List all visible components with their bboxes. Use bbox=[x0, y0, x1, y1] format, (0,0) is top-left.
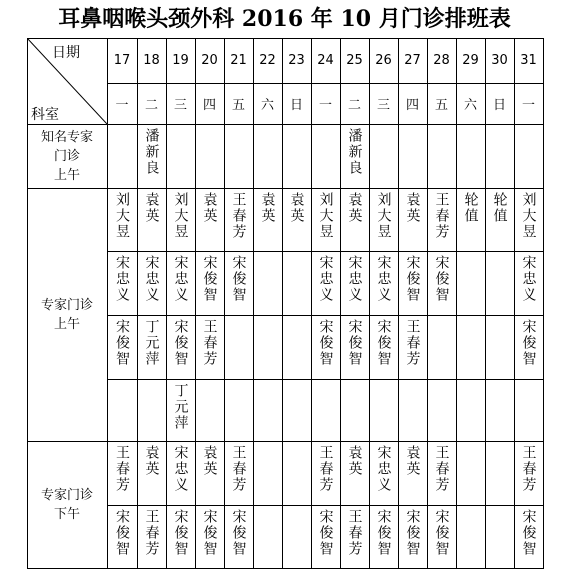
weekday-cell bbox=[456, 83, 485, 124]
doctor-cell bbox=[311, 441, 340, 505]
doctor-cell-text: 袁英 bbox=[201, 445, 218, 477]
doctor-cell-text: 宋俊智 bbox=[520, 509, 537, 557]
doctor-cell bbox=[427, 441, 456, 505]
weekday-cell bbox=[282, 83, 311, 124]
doctor-cell bbox=[224, 441, 253, 505]
doctor-cell bbox=[224, 315, 253, 379]
date-cell bbox=[195, 38, 224, 83]
doctor-cell bbox=[398, 188, 427, 251]
weekday-cell bbox=[195, 83, 224, 124]
date-cell-text: 21 bbox=[230, 53, 247, 68]
weekday-cell-text: 五 bbox=[231, 98, 245, 113]
doctor-cell-text: 潘新良 bbox=[346, 128, 363, 176]
weekday-cell bbox=[224, 83, 253, 124]
doctor-cell bbox=[340, 251, 369, 315]
doctor-cell-text: 宋俊智 bbox=[172, 319, 189, 367]
doctor-cell bbox=[456, 379, 485, 441]
doctor-cell bbox=[514, 505, 543, 568]
doctor-cell bbox=[107, 188, 137, 251]
weekday-cell bbox=[340, 83, 369, 124]
date-cell bbox=[137, 38, 166, 83]
section-label-text: 专家门诊 上午 bbox=[40, 297, 93, 332]
date-cell bbox=[224, 38, 253, 83]
doctor-cell-text: 宋忠义 bbox=[375, 445, 392, 493]
doctor-cell bbox=[369, 441, 398, 505]
table-border-right bbox=[543, 38, 544, 569]
doctor-cell bbox=[137, 441, 166, 505]
doctor-cell bbox=[485, 188, 514, 251]
doctor-cell bbox=[456, 315, 485, 379]
doctor-cell bbox=[282, 251, 311, 315]
doctor-cell-text: 王春芳 bbox=[404, 319, 421, 367]
doctor-cell bbox=[369, 251, 398, 315]
date-cell bbox=[311, 38, 340, 83]
doctor-cell-text: 袁英 bbox=[143, 445, 160, 477]
section-label bbox=[27, 124, 107, 188]
doctor-cell-text: 宋俊智 bbox=[317, 509, 334, 557]
weekday-cell-text: 四 bbox=[202, 98, 216, 113]
doctor-cell-text: 宋俊智 bbox=[201, 509, 218, 557]
doctor-cell bbox=[195, 315, 224, 379]
doctor-cell-text: 宋俊智 bbox=[433, 509, 450, 557]
doctor-cell bbox=[311, 505, 340, 568]
doctor-cell-text: 宋俊智 bbox=[375, 509, 392, 557]
date-cell bbox=[398, 38, 427, 83]
date-cell-text: 25 bbox=[346, 53, 363, 68]
doctor-cell bbox=[282, 379, 311, 441]
doctor-cell bbox=[311, 315, 340, 379]
doctor-cell-text: 宋俊智 bbox=[172, 509, 189, 557]
date-cell bbox=[253, 38, 282, 83]
doctor-cell-text: 袁英 bbox=[346, 445, 363, 477]
doctor-cell-text: 袁英 bbox=[346, 192, 363, 224]
doctor-cell-text: 王春芳 bbox=[230, 445, 247, 493]
section-label-text: 知名专家 门诊 上午 bbox=[40, 129, 93, 183]
doctor-cell bbox=[514, 188, 543, 251]
date-cell-text: 30 bbox=[491, 53, 508, 68]
doctor-cell bbox=[456, 251, 485, 315]
doctor-cell-text: 宋俊智 bbox=[520, 319, 537, 367]
date-cell-text: 17 bbox=[113, 53, 131, 68]
weekday-cell-text: 六 bbox=[463, 98, 477, 113]
date-cell bbox=[107, 38, 137, 83]
date-cell-text: 27 bbox=[404, 53, 421, 68]
doctor-cell-text: 潘新良 bbox=[143, 128, 160, 176]
doctor-cell-text: 王春芳 bbox=[433, 445, 450, 493]
doctor-cell bbox=[282, 505, 311, 568]
doctor-cell bbox=[427, 124, 456, 188]
date-cell bbox=[427, 38, 456, 83]
date-cell bbox=[514, 38, 543, 83]
doctor-cell-text: 王春芳 bbox=[114, 445, 130, 493]
date-cell-text: 31 bbox=[520, 53, 537, 68]
doctor-cell bbox=[195, 124, 224, 188]
doctor-cell bbox=[166, 315, 195, 379]
weekday-cell-text: 一 bbox=[115, 98, 129, 113]
weekday-cell-text: 一 bbox=[318, 98, 332, 113]
doctor-cell-text: 宋俊智 bbox=[404, 255, 421, 303]
page-title: 耳鼻咽喉头颈外科 2016 年 10 月门诊排班表 bbox=[58, 6, 511, 32]
date-cell-text: 18 bbox=[143, 53, 160, 68]
doctor-cell-text: 宋忠义 bbox=[172, 445, 189, 493]
doctor-cell-text: 宋忠义 bbox=[520, 255, 537, 303]
doctor-cell bbox=[137, 188, 166, 251]
doctor-cell-text: 袁英 bbox=[288, 192, 305, 224]
doctor-cell bbox=[137, 379, 166, 441]
doctor-cell-text: 王春芳 bbox=[201, 319, 218, 367]
date-cell-text: 29 bbox=[462, 53, 479, 68]
weekday-cell-text: 二 bbox=[347, 98, 361, 113]
date-cell bbox=[456, 38, 485, 83]
doctor-cell bbox=[166, 124, 195, 188]
doctor-cell-text: 刘大昱 bbox=[375, 192, 392, 240]
doctor-cell-text: 王春芳 bbox=[317, 445, 334, 493]
doctor-cell bbox=[282, 188, 311, 251]
table-border-bottom bbox=[27, 568, 544, 569]
doctor-cell bbox=[456, 124, 485, 188]
doctor-cell bbox=[485, 441, 514, 505]
doctor-cell bbox=[398, 315, 427, 379]
doctor-cell bbox=[166, 188, 195, 251]
date-cell-text: 28 bbox=[433, 53, 450, 68]
header-dept-label: 科室 bbox=[31, 107, 59, 123]
doctor-cell-text: 袁英 bbox=[404, 445, 421, 477]
weekday-cell bbox=[427, 83, 456, 124]
doctor-cell bbox=[369, 188, 398, 251]
doctor-cell bbox=[166, 505, 195, 568]
doctor-cell bbox=[253, 315, 282, 379]
doctor-cell bbox=[195, 505, 224, 568]
doctor-cell-text: 刘大昱 bbox=[317, 192, 334, 240]
doctor-cell bbox=[514, 379, 543, 441]
doctor-cell bbox=[369, 124, 398, 188]
doctor-cell-text: 刘大昱 bbox=[114, 192, 130, 240]
date-cell bbox=[166, 38, 195, 83]
doctor-cell bbox=[166, 379, 195, 441]
doctor-cell bbox=[456, 441, 485, 505]
weekday-cell bbox=[137, 83, 166, 124]
doctor-cell bbox=[427, 505, 456, 568]
doctor-cell bbox=[340, 441, 369, 505]
doctor-cell-text: 宋俊智 bbox=[375, 319, 392, 367]
weekday-cell-text: 二 bbox=[144, 98, 158, 113]
date-cell-text: 19 bbox=[172, 53, 189, 68]
doctor-cell-text: 刘大昱 bbox=[520, 192, 537, 240]
doctor-cell-text: 宋俊智 bbox=[433, 255, 450, 303]
doctor-cell bbox=[427, 379, 456, 441]
doctor-cell bbox=[166, 441, 195, 505]
doctor-cell bbox=[485, 379, 514, 441]
doctor-cell-text: 刘大昱 bbox=[172, 192, 189, 240]
doctor-cell bbox=[253, 251, 282, 315]
section-label bbox=[27, 188, 107, 441]
weekday-cell-text: 日 bbox=[289, 98, 303, 113]
header-date-label: 日期 bbox=[52, 45, 80, 61]
date-cell bbox=[340, 38, 369, 83]
date-cell-text: 26 bbox=[375, 53, 392, 68]
doctor-cell bbox=[456, 505, 485, 568]
section-label bbox=[27, 441, 107, 568]
date-cell-text: 24 bbox=[317, 53, 334, 68]
doctor-cell-text: 轮值 bbox=[462, 192, 479, 224]
date-cell-text: 23 bbox=[288, 53, 305, 68]
doctor-cell-text: 宋忠义 bbox=[114, 255, 130, 303]
doctor-cell bbox=[253, 124, 282, 188]
doctor-cell bbox=[253, 505, 282, 568]
weekday-cell-text: 四 bbox=[405, 98, 419, 113]
doctor-cell bbox=[398, 379, 427, 441]
doctor-cell-text: 宋俊智 bbox=[230, 255, 247, 303]
doctor-cell bbox=[311, 124, 340, 188]
doctor-cell bbox=[514, 315, 543, 379]
doctor-cell-text: 宋俊智 bbox=[114, 319, 130, 367]
doctor-cell-text: 宋俊智 bbox=[317, 319, 334, 367]
doctor-cell bbox=[166, 251, 195, 315]
doctor-cell bbox=[340, 315, 369, 379]
doctor-cell bbox=[514, 251, 543, 315]
weekday-cell-text: 三 bbox=[173, 98, 187, 113]
doctor-cell bbox=[282, 315, 311, 379]
doctor-cell-text: 丁元萍 bbox=[143, 319, 160, 367]
doctor-cell-text: 袁英 bbox=[143, 192, 160, 224]
doctor-cell bbox=[340, 379, 369, 441]
date-cell-text: 22 bbox=[259, 53, 276, 68]
doctor-cell-text: 宋俊智 bbox=[201, 255, 218, 303]
doctor-cell-text: 宋忠义 bbox=[317, 255, 334, 303]
doctor-cell-text: 宋俊智 bbox=[346, 319, 363, 367]
doctor-cell bbox=[340, 188, 369, 251]
doctor-cell bbox=[224, 251, 253, 315]
weekday-cell bbox=[107, 83, 137, 124]
doctor-cell bbox=[107, 315, 137, 379]
doctor-cell bbox=[485, 315, 514, 379]
doctor-cell bbox=[311, 188, 340, 251]
doctor-cell bbox=[485, 124, 514, 188]
doctor-cell bbox=[195, 251, 224, 315]
doctor-cell-text: 王春芳 bbox=[520, 445, 537, 493]
doctor-cell-text: 宋忠义 bbox=[172, 255, 189, 303]
doctor-cell bbox=[427, 315, 456, 379]
weekday-cell bbox=[514, 83, 543, 124]
doctor-cell-text: 宋俊智 bbox=[404, 509, 421, 557]
weekday-cell bbox=[311, 83, 340, 124]
doctor-cell bbox=[137, 251, 166, 315]
doctor-cell bbox=[224, 124, 253, 188]
date-cell-text: 20 bbox=[201, 53, 218, 68]
doctor-cell-text: 王春芳 bbox=[433, 192, 450, 240]
doctor-cell-text: 宋忠义 bbox=[143, 255, 160, 303]
doctor-cell-text: 王春芳 bbox=[346, 509, 363, 557]
doctor-cell-text: 宋忠义 bbox=[346, 255, 363, 303]
doctor-cell-text: 袁英 bbox=[259, 192, 276, 224]
weekday-cell bbox=[485, 83, 514, 124]
doctor-cell bbox=[398, 124, 427, 188]
doctor-cell bbox=[107, 124, 137, 188]
doctor-cell bbox=[311, 251, 340, 315]
doctor-cell bbox=[107, 379, 137, 441]
doctor-cell-text: 宋忠义 bbox=[375, 255, 392, 303]
doctor-cell bbox=[340, 505, 369, 568]
doctor-cell bbox=[369, 379, 398, 441]
doctor-cell bbox=[514, 441, 543, 505]
date-cell bbox=[282, 38, 311, 83]
doctor-cell bbox=[107, 505, 137, 568]
weekday-cell bbox=[166, 83, 195, 124]
weekday-cell-text: 三 bbox=[376, 98, 390, 113]
weekday-cell-text: 一 bbox=[521, 98, 535, 113]
doctor-cell bbox=[282, 441, 311, 505]
doctor-cell bbox=[253, 441, 282, 505]
doctor-cell bbox=[427, 188, 456, 251]
doctor-cell-text: 宋俊智 bbox=[230, 509, 247, 557]
doctor-cell bbox=[485, 505, 514, 568]
doctor-cell-text: 宋俊智 bbox=[114, 509, 130, 557]
weekday-cell-text: 五 bbox=[434, 98, 448, 113]
doctor-cell-text: 袁英 bbox=[201, 192, 218, 224]
doctor-cell bbox=[398, 505, 427, 568]
doctor-cell bbox=[224, 188, 253, 251]
doctor-cell bbox=[137, 505, 166, 568]
section-label-text: 专家门诊 下午 bbox=[40, 487, 93, 522]
doctor-cell bbox=[137, 315, 166, 379]
weekday-cell-text: 六 bbox=[260, 98, 274, 113]
doctor-cell bbox=[340, 124, 369, 188]
doctor-cell bbox=[253, 188, 282, 251]
doctor-cell bbox=[456, 188, 485, 251]
doctor-cell bbox=[311, 379, 340, 441]
doctor-cell-text: 丁元萍 bbox=[172, 383, 189, 431]
weekday-cell-text: 日 bbox=[492, 98, 506, 113]
doctor-cell bbox=[107, 251, 137, 315]
weekday-cell bbox=[253, 83, 282, 124]
doctor-cell-text: 王春芳 bbox=[230, 192, 247, 240]
doctor-cell bbox=[369, 505, 398, 568]
doctor-cell bbox=[224, 379, 253, 441]
doctor-cell bbox=[369, 315, 398, 379]
doctor-cell bbox=[514, 124, 543, 188]
date-cell bbox=[369, 38, 398, 83]
doctor-cell bbox=[195, 379, 224, 441]
doctor-cell bbox=[137, 124, 166, 188]
weekday-cell bbox=[369, 83, 398, 124]
doctor-cell-text: 轮值 bbox=[491, 192, 508, 224]
doctor-cell bbox=[398, 251, 427, 315]
doctor-cell bbox=[253, 379, 282, 441]
doctor-cell bbox=[107, 441, 137, 505]
doctor-cell bbox=[195, 188, 224, 251]
doctor-cell-text: 王春芳 bbox=[143, 509, 160, 557]
doctor-cell bbox=[195, 441, 224, 505]
doctor-cell bbox=[427, 251, 456, 315]
date-cell bbox=[485, 38, 514, 83]
doctor-cell-text: 袁英 bbox=[404, 192, 421, 224]
doctor-cell bbox=[282, 124, 311, 188]
doctor-cell bbox=[398, 441, 427, 505]
doctor-cell bbox=[485, 251, 514, 315]
doctor-cell bbox=[224, 505, 253, 568]
weekday-cell bbox=[398, 83, 427, 124]
